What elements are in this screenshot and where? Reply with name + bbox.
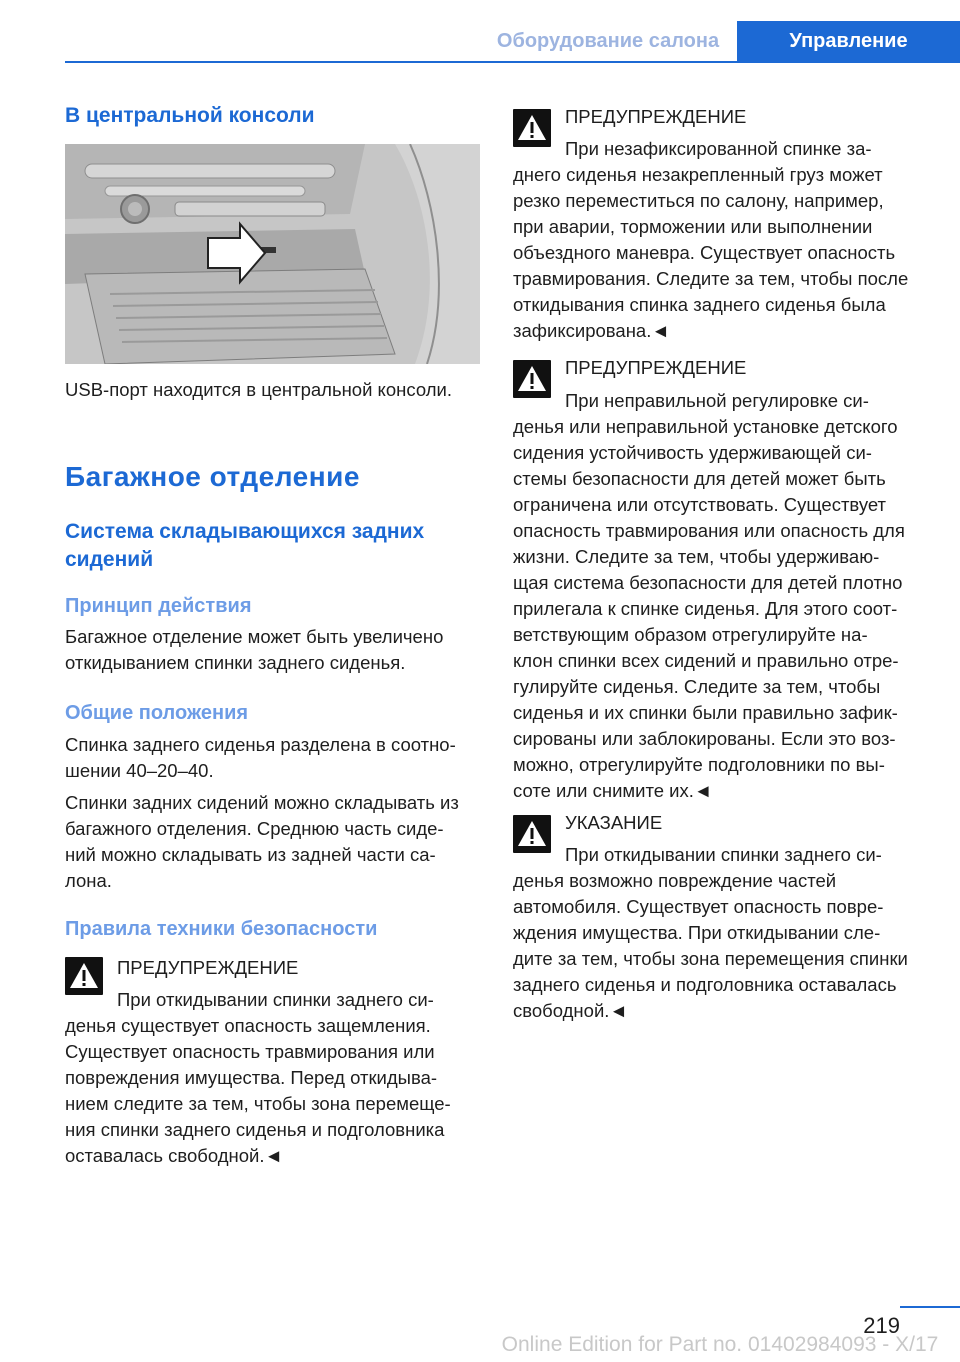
note-line: денья возможно повреждение частей: [513, 870, 837, 891]
warning1-line: Существует опасность травмирования или: [65, 1041, 435, 1062]
note-label: УКАЗАНИЕ: [565, 812, 663, 833]
luggage-heading: Багажное отделение: [65, 461, 360, 492]
fold-heading-line2: сидений: [65, 548, 154, 571]
warning3-line: клон спинки всех сидений и правильно отре‐: [513, 650, 899, 671]
edition-watermark: Online Edition for Part no. 01402984093 - X/17: [501, 1333, 939, 1356]
warning1-line: При откидывании спинки заднего си‐: [117, 989, 434, 1010]
footer-divider: [900, 1306, 960, 1308]
warning3-line: денья или неправильной установке детского: [513, 416, 898, 437]
general-p2-line: лона.: [65, 870, 112, 891]
principle-line: откидыванием спинки заднего сиденья.: [65, 652, 406, 673]
warning2-line: откидывания спинка заднего сиденья была: [513, 294, 886, 315]
warning3-line: опасность травмирования или опасность для: [513, 520, 905, 541]
warning3-line: сиденья и их спинки были правильно зафик‐: [513, 702, 898, 723]
console-heading: В центральной консоли: [65, 104, 315, 127]
warning2-line: днего сиденья незакрепленный груз может: [513, 164, 883, 185]
warning3-line: ограничена или отсутствовать. Существует: [513, 494, 887, 515]
general-p1-line: шении 40–20–40.: [65, 760, 214, 781]
warning3-line: прилегала к спинке сиденья. Для этого соот‐: [513, 598, 898, 619]
warning1-line: ния спинки заднего сиденья и подголовника: [65, 1119, 445, 1140]
note-line: автомобиля. Существует опасность повре‐: [513, 896, 884, 917]
warning3-line: сированы или заблокированы. Если это воз‐: [513, 728, 896, 749]
console-photo: [65, 144, 480, 364]
warning3-line: гулируйте сиденья. Следите за тем, чтобы: [513, 676, 881, 697]
warning-triangle-icon: [513, 360, 551, 398]
general-p2-line: багажного отделения. Среднюю часть сиде‐: [65, 818, 444, 839]
warning-triangle-icon: [513, 109, 551, 147]
warning-triangle-icon: [65, 957, 103, 995]
warning2-line: резко переместиться по салону, например,: [513, 190, 884, 211]
console-illustration: [65, 144, 480, 364]
page-number: 219: [863, 1313, 900, 1338]
note-line: дите за тем, чтобы зона перемещения спинки: [513, 948, 908, 969]
warning2-line: травмирования. Следите за тем, чтобы после: [513, 268, 909, 289]
warning1-label: ПРЕДУПРЕЖДЕНИЕ: [117, 957, 299, 978]
warning1-line: повреждения имущества. Перед откидыва‐: [65, 1067, 438, 1088]
warning3-line: При неправильной регулировке си‐: [565, 390, 869, 411]
warning-triangle-icon: [513, 815, 551, 853]
header-divider: [65, 61, 960, 63]
general-p1-line: Спинка заднего сиденья разделена в соотно‐: [65, 734, 456, 755]
principle-line: Багажное отделение может быть увеличено: [65, 626, 444, 647]
fold-heading-line1: Система складывающихся задних: [65, 520, 425, 543]
warning2-line: объездного маневра. Существует опасность: [513, 242, 896, 263]
principle-heading: Принцип действия: [65, 595, 252, 617]
warning3-line: можно, отрегулируйте подголовники по вы‐: [513, 754, 885, 775]
general-heading: Общие положения: [65, 702, 249, 724]
warning1-line: оставалась свободной.◄: [65, 1145, 283, 1166]
general-p2-line: ний можно складывать из задней части са‐: [65, 844, 436, 865]
warning3-label: ПРЕДУПРЕЖДЕНИЕ: [565, 357, 747, 378]
warning3-line: сидения устойчивость удерживающей си‐: [513, 442, 872, 463]
note-line: ждения имущества. При откидывании сле‐: [513, 922, 881, 943]
warning2-label: ПРЕДУПРЕЖДЕНИЕ: [565, 106, 747, 127]
header-chapter-tab[interactable]: Управление: [737, 21, 960, 61]
warning3-line: щая система безопасности для детей плотно: [513, 572, 903, 593]
warning1-line: нием следите за тем, чтобы зона перемеще‐: [65, 1093, 451, 1114]
warning2-line: зафиксирована.◄: [513, 320, 670, 341]
note-line: При откидывании спинки заднего си‐: [565, 844, 882, 865]
warning1-line: денья существует опасность защемления.: [65, 1015, 431, 1036]
warning2-line: При незафиксированной спинке за‐: [565, 138, 872, 159]
warning3-line: стемы безопасности для детей может быть: [513, 468, 886, 489]
general-p2-line: Спинки задних сидений можно складывать из: [65, 792, 459, 813]
header-section-tab[interactable]: Оборудование салона: [496, 30, 720, 52]
safety-heading: Правила техники безопасности: [65, 918, 378, 940]
warning3-line: жизни. Следите за тем, чтобы удерживаю‐: [513, 546, 880, 567]
warning3-line: ветствующим образом отрегулируйте на‐: [513, 624, 868, 645]
note-line: заднего сиденья и подголовника оставалась: [513, 974, 897, 995]
note-line: свободной.◄: [513, 1000, 628, 1021]
console-caption: USB-порт находится в центральной консоли.: [65, 379, 452, 400]
warning3-line: соте или снимите их.◄: [513, 780, 713, 801]
warning2-line: при аварии, торможении или выполнении: [513, 216, 873, 237]
